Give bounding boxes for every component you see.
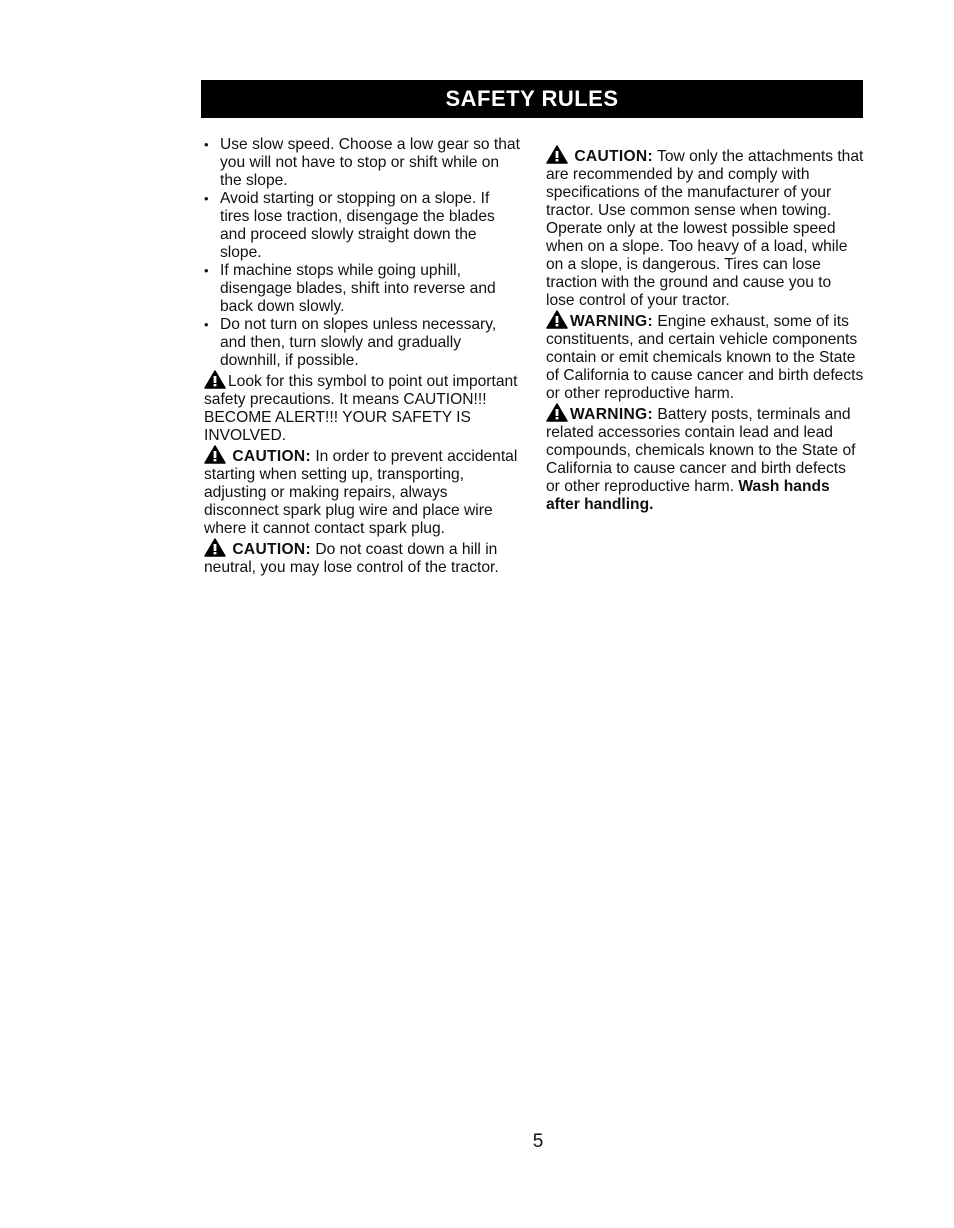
warning-exhaust-note	[546, 310, 864, 403]
warning-battery-note	[546, 403, 864, 514]
warning-triangle-icon	[204, 370, 226, 389]
warning-label: WARNING:	[570, 406, 653, 423]
slope-safety-list	[204, 136, 522, 370]
warning-text: Engine exhaust, some of its constituents, and certain vehicle components contain or emit chemicals known to the State of California to cause cancer and birth defects or other reproductive harm.	[546, 313, 864, 402]
warning-triangle-icon	[546, 403, 568, 422]
safety-symbol-note	[204, 370, 522, 445]
right-column	[546, 145, 864, 514]
warning-triangle-icon	[546, 145, 568, 164]
caution-coast-note	[204, 538, 522, 577]
caution-label: CAUTION:	[232, 541, 311, 558]
caution-starting-note	[204, 445, 522, 538]
warning-triangle-icon	[546, 310, 568, 329]
list-item: • If machine stops while going uphill, disengage blades, shift into reverse and back down slowly.	[204, 262, 522, 316]
list-item: • Do not turn on slopes unless necessary, and then, turn slowly and gradually downhill, if possible.	[204, 316, 522, 370]
warning-triangle-icon	[204, 445, 226, 464]
caution-label: CAUTION:	[574, 148, 653, 165]
caution-text: Tow only the attachments that are recommended by and comply with specifications of the manufacturer of your tractor. Use common sense when towing. Operate only at the lowest possible speed when on a slope. Too heavy of a load, while on a slope, is dangerous. Tires can lose traction with the ground and cause you to lose control of your tractor.	[546, 148, 864, 309]
symbol-note-text: Look for this symbol to point out important safety precautions. It means CAUTION!!! BECOME ALERT!!! YOUR SAFETY IS INVOLVED.	[204, 373, 518, 444]
warning-text: Battery posts, terminals and related accessories contain lead and lead compounds, chemicals known to the State of California to cause cancer and birth defects or other reproductive harm.	[546, 406, 856, 495]
warning-triangle-icon	[204, 538, 226, 557]
warning-label: WARNING:	[570, 313, 653, 330]
caution-text: In order to prevent accidental starting when setting up, transporting, adjusting or making repairs, always disconnect spark plug wire and place wire where it cannot contact spark plug.	[204, 448, 518, 537]
list-item: • Avoid starting or stopping on a slope. If tires lose traction, disengage the blades and proceed slowly straight down the slope.	[204, 190, 522, 262]
wash-hands-emphasis: Wash hands after handling.	[546, 478, 830, 513]
section-header-banner	[201, 80, 863, 118]
left-column	[204, 136, 522, 577]
caution-text: Do not coast down a hill in neutral, you may lose control of the tractor.	[204, 541, 499, 576]
section-title: SAFETY RULES	[445, 86, 619, 111]
caution-label: CAUTION:	[232, 448, 311, 465]
caution-towing-note	[546, 145, 864, 310]
page-number: 5	[532, 1131, 544, 1152]
list-item: • Use slow speed. Choose a low gear so that you will not have to stop or shift while on the slope.	[204, 136, 522, 190]
